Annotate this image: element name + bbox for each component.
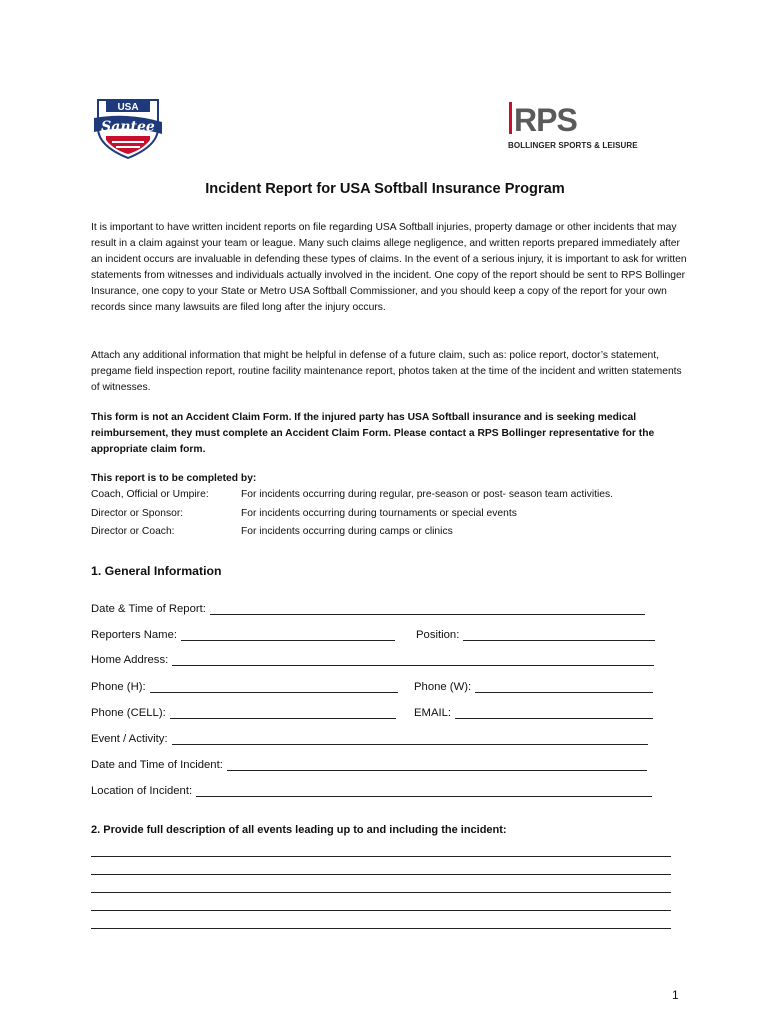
date-time-report-field[interactable]	[91, 599, 645, 615]
phone-home-field[interactable]	[91, 677, 398, 693]
fill-line[interactable]	[170, 706, 396, 719]
field-label: Reporters Name:	[91, 629, 178, 641]
completed-by-heading: This report is to be completed by:	[91, 473, 257, 484]
rps-mark-text: RPS	[514, 102, 577, 136]
role-description: For incidents occurring during camps or clinics	[241, 526, 453, 537]
role-name: Director or Sponsor:	[91, 507, 184, 519]
fill-line[interactable]	[172, 653, 654, 666]
rps-bollinger-logo	[506, 100, 656, 156]
field-label: Phone (CELL):	[91, 707, 166, 719]
logo-top-text: USA	[117, 102, 139, 113]
position-field[interactable]	[416, 625, 655, 641]
description-line[interactable]	[91, 928, 671, 929]
rps-subtitle: BOLLINGER SPORTS & LEISURE	[508, 141, 638, 150]
field-label: Home Address:	[91, 654, 169, 666]
phone-work-field[interactable]	[414, 677, 653, 693]
claim-form-notice: This form is not an Accident Claim Form. If the injured party has USA Softball insurance and is seeking medical reimbursement, they must complete an Accident Claim Form. Please contact a RPS Bollinger representative for the appropriate claim form.	[91, 412, 655, 455]
role-name: Director or Coach:	[91, 526, 175, 537]
home-address-field[interactable]	[91, 650, 654, 666]
field-label: EMAIL:	[414, 707, 452, 719]
reporters-name-field[interactable]	[91, 625, 395, 641]
fill-line[interactable]	[463, 628, 655, 641]
description-line[interactable]	[91, 892, 671, 893]
role-name: Coach, Official or Umpire:	[91, 489, 209, 500]
usa-softball-santee-logo	[92, 94, 164, 162]
field-label: Date & Time of Report:	[91, 603, 206, 615]
event-activity-field[interactable]	[91, 729, 648, 745]
section-description-heading: 2. Provide full description of all events leading up to and including the incident:	[91, 824, 507, 836]
date-time-incident-field[interactable]	[91, 755, 647, 771]
page-number: 1	[672, 988, 679, 1002]
field-label: Phone (H):	[91, 681, 146, 693]
description-line[interactable]	[91, 874, 671, 875]
fill-line[interactable]	[475, 680, 653, 693]
field-label: Event / Activity:	[91, 733, 168, 745]
fill-line[interactable]	[196, 784, 652, 797]
fill-line[interactable]	[210, 602, 645, 615]
location-incident-field[interactable]	[91, 781, 652, 797]
field-label: Position:	[416, 629, 460, 641]
intro-paragraph: It is important to have written incident reports on file regarding USA Softball injuries, property damage or other incidents that may result in a claim against your team or league. Many such claims allege negligence, and written reports prepared immediately after an incident occurs are invaluable in defending these types of claims. In the event of a serious injury, it is important to ask for written statements from witnesses and individuals actually involved in the incident. One copy of the report should be sent to RPS Bollinger Insurance, one copy to your State or Metro USA Softball Commissioner, and you should keep a copy of the report for your own records since many lawsuits are filed long after the injury occurs.	[91, 222, 687, 313]
description-line[interactable]	[91, 910, 671, 911]
attach-paragraph: Attach any additional information that might be helpful in defense of a future claim, such as: police report, doctor’s statement, pregame field inspection report, routine facility maintenance report, photos taken at the time of the incident and written statements of witnesses.	[91, 350, 682, 393]
role-description: For incidents occurring during tournaments or special events	[241, 507, 517, 519]
field-label: Location of Incident:	[91, 785, 193, 797]
email-field[interactable]	[414, 703, 653, 719]
logo-script-text: Santee	[101, 119, 155, 135]
fill-line[interactable]	[150, 680, 398, 693]
fill-line[interactable]	[455, 706, 653, 719]
role-description: For incidents occurring during regular, pre-season or post- season team activities.	[241, 489, 614, 500]
fill-line[interactable]	[172, 732, 648, 745]
description-line[interactable]	[91, 856, 671, 857]
field-label: Date and Time of Incident:	[91, 759, 223, 771]
fill-line[interactable]	[181, 628, 395, 641]
document-title: Incident Report for USA Softball Insurance Program	[205, 181, 565, 197]
phone-cell-field[interactable]	[91, 703, 396, 719]
field-label: Phone (W):	[414, 681, 472, 693]
fill-line[interactable]	[227, 758, 647, 771]
section-general-information-heading: 1. General Information	[91, 564, 222, 578]
